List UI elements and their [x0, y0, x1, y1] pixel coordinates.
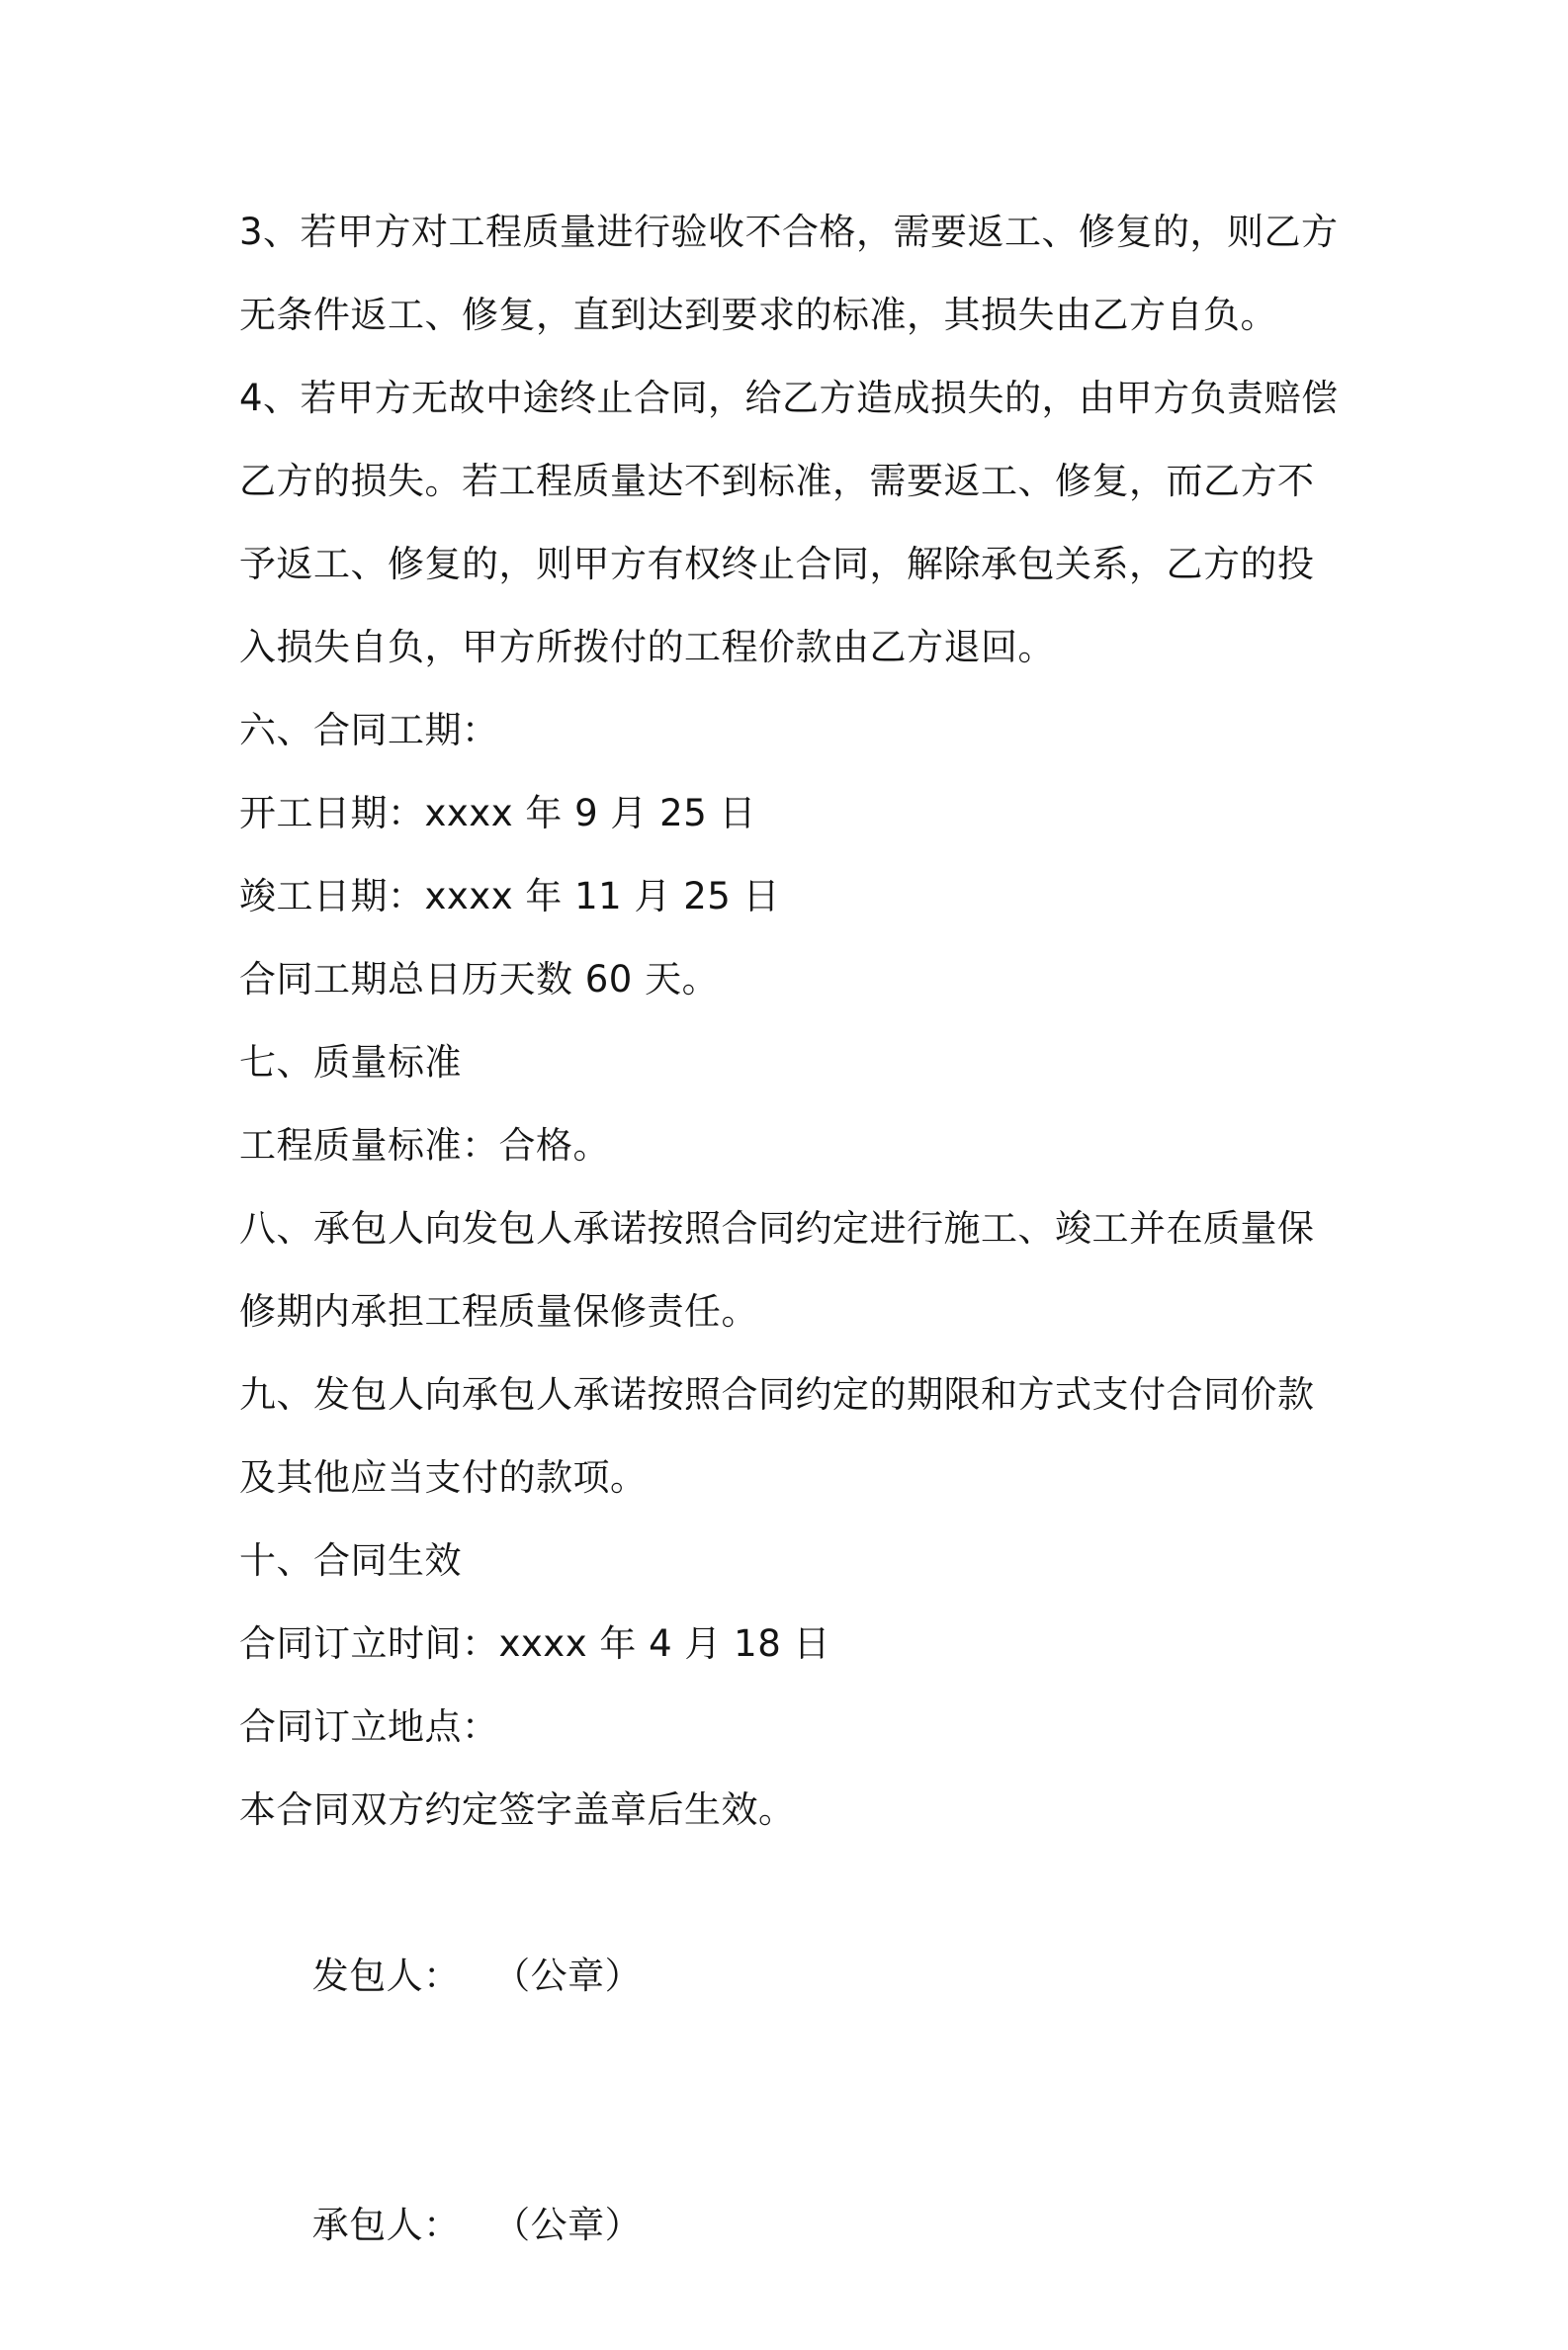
section-heading-effect: 十、合同生效	[239, 1539, 462, 1582]
signature-contractor	[239, 2101, 1347, 2350]
effect-statement: 本合同双方约定签字盖章后生效。	[239, 1788, 796, 1831]
signature-contractor-seal: （公章）	[511, 2204, 643, 2246]
section-heading-duration: 六、合同工期：	[239, 709, 499, 751]
section-heading-quality: 七、质量标准	[239, 1041, 462, 1084]
quality-standard: 工程质量标准：合格。	[239, 1124, 610, 1167]
start-date: 开工日期：xxxx 年 9 月 25 日	[239, 792, 757, 834]
clause-3: 3、若甲方对工程质量进行验收不合格，需要返工、修复的，则乙方无条件返工、修复，直到达到要求的标准，其损失由乙方自负。	[239, 211, 1339, 336]
signature-employer	[239, 1852, 1347, 2101]
signature-contractor-label: 承包人：	[311, 2204, 461, 2246]
total-days: 合同工期总日历天数 60 天。	[239, 958, 720, 1001]
signing-time: 合同订立时间：xxxx 年 4 月 18 日	[239, 1622, 831, 1665]
completion-date: 竣工日期：xxxx 年 11 月 25 日	[239, 875, 781, 917]
signature-employer-seal: （公章）	[511, 1955, 643, 1997]
signature-employer-label: 发包人：	[311, 1955, 461, 1997]
clause-4: 4、若甲方无故中途终止合同，给乙方造成损失的，由甲方负责赔偿乙方的损失。若工程质量达不到标准，需要返工、修复，而乙方不予返工、修复的，则甲方有权终止合同，解除承包关系，乙方的投入损失自负，甲方所拨付的工程价款由乙方退回。	[239, 377, 1339, 668]
section-employer-commitment: 九、发包人向承包人承诺按照合同约定的期限和方式支付合同价款及其他应当支付的款项。	[239, 1373, 1315, 1499]
document-body	[239, 191, 1347, 2350]
signing-place: 合同订立地点：	[239, 1705, 499, 1748]
section-contractor-commitment: 八、承包人向发包人承诺按照合同约定进行施工、竣工并在质量保修期内承担工程质量保修责任。	[239, 1207, 1315, 1333]
